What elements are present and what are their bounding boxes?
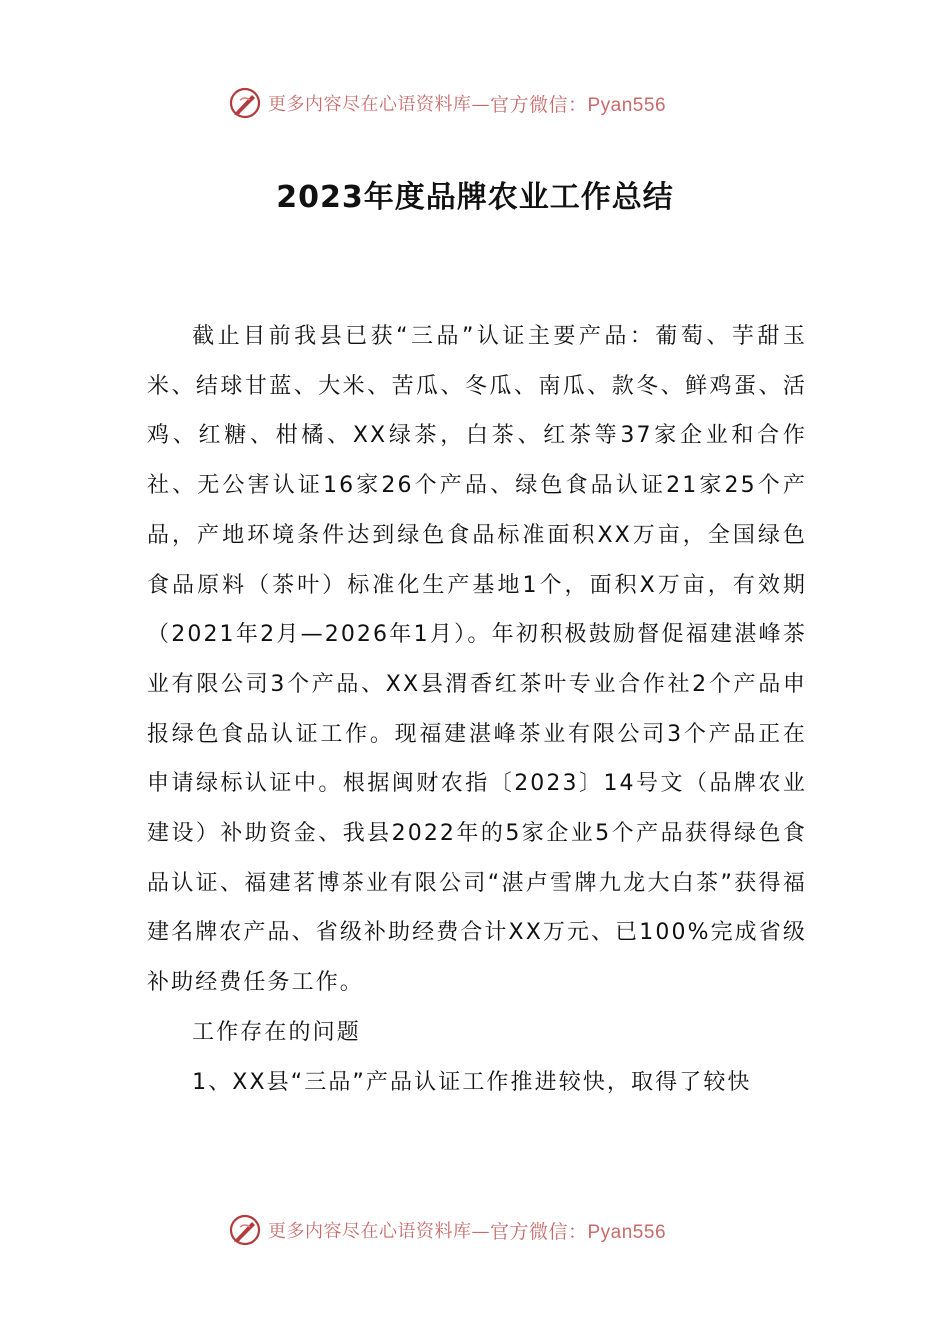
watermark-footer [228, 1210, 728, 1250]
document-title: 2023年度品牌农业工作总结 [276, 180, 674, 215]
paragraph-heading-problems: 工作存在的问题 [192, 1019, 361, 1045]
watermark-text: 更多内容尽在心语资料库— [268, 1221, 490, 1242]
paragraph-item-1: 1、XX县“三品”产品认证工作推进较快，取得了较快 [192, 1069, 752, 1095]
watermark-text: 更多内容尽在心语资料库— [268, 94, 490, 115]
watermark-wechat: 官方微信：Pyan556 [490, 1221, 667, 1243]
paragraph-main: 截止目前我县已获“三品”认证主要产品：葡萄、芋甜玉米、结球甘蓝、大米、苦瓜、冬瓜、南瓜、款冬、鲜鸡蛋、活鸡、红糖、柑橘、XX绿茶，白茶、红茶等37家企业和合作社、无公害认证16家26个产品、绿色食品认证21家25个产品，产地环境条件达到绿色食品标准面积XX万亩，全国绿色食品原料（茶叶）标准化生产基地1个，面积X万亩，有效期（2021年2月—2026年1月）。年初积极鼓励督促福建湛峰茶业有限公司3个产品、XX县渭香红茶叶专业合作社2个产品申报绿色食品认证工作。现福建湛峰茶业有限公司3个产品正在申请绿标认证中。根据闽财农指〔2023〕14号文（品牌农业建设）补助资金、我县2022年的5家企业5个产品获得绿色食品认证、福建茗博茶业有限公司“湛卢雪牌九龙大白茶”获得福建名牌农产品、省级补助经费合计XX万元、已100%完成省级补助经费任务工作。 [147, 324, 807, 996]
watermark-header [228, 83, 728, 123]
pen-logo-icon [228, 86, 262, 120]
pen-logo-icon [228, 1213, 262, 1247]
document-body [147, 312, 807, 1107]
watermark-wechat: 官方微信：Pyan556 [490, 94, 667, 116]
